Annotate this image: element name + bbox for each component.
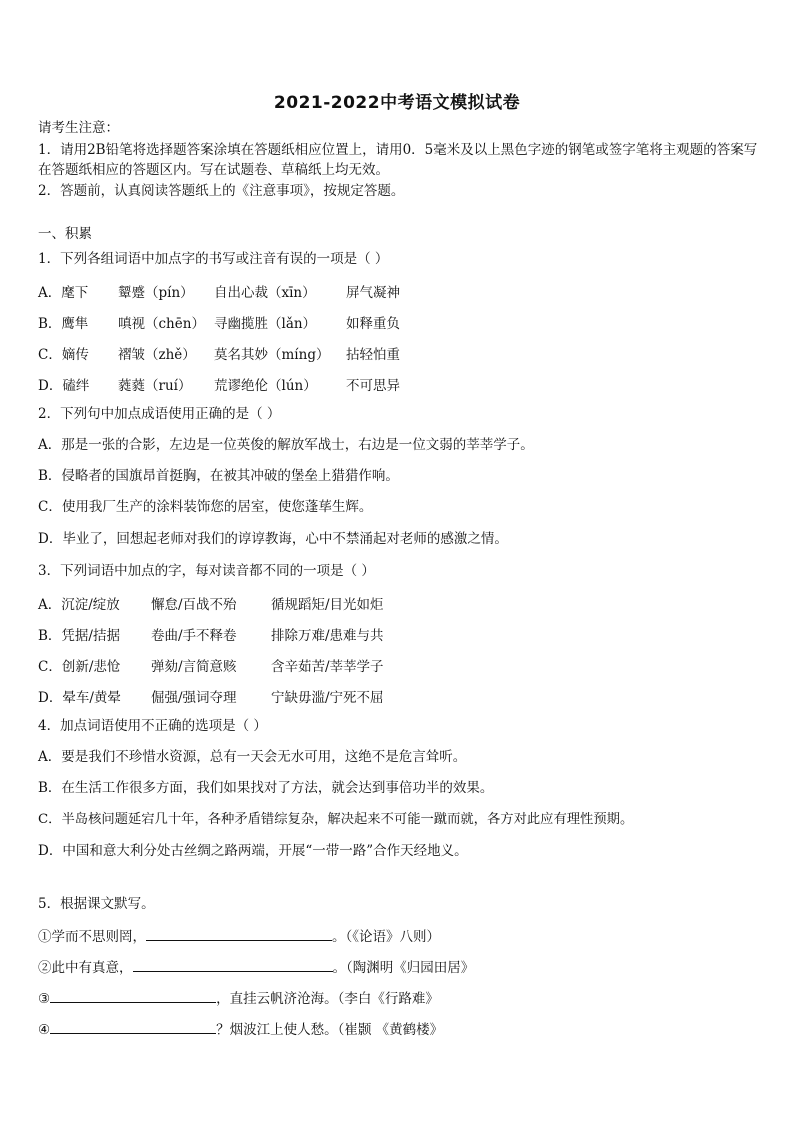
dictation-prefix: ④ bbox=[38, 1022, 51, 1038]
notice-item-2: 2．答题前，认真阅读答题纸上的《注意事项》，按规定答题。 bbox=[38, 183, 405, 199]
option-word: 含辛茹苦/莘莘学子 bbox=[271, 659, 384, 675]
option-word: B．凭据/拮据 bbox=[38, 628, 120, 644]
notice-item-1: 1．请用2B铅笔将选择题答案涂填在答题纸相应位置上，请用0．5毫米及以上黑色字迹的钢笔或签字笔将主观题的答案写在答题纸相应的答题区内。写在试题卷、草稿纸上均无效。 bbox=[38, 142, 758, 178]
option-word: 倔强/强词夺理 bbox=[151, 690, 237, 706]
question-4-option-d: D．中国和意大利分处古丝绸之路两端，开展“一带一路”合作天经地义。 bbox=[38, 843, 468, 859]
answer-blank[interactable] bbox=[50, 988, 216, 1003]
option-word: 屏气凝神 bbox=[346, 285, 400, 301]
question-3-stem: 3．下列词语中加点的字，每对读音都不同的一项是（ ） bbox=[38, 563, 375, 579]
option-word: 弹劾/言简意赅 bbox=[151, 659, 237, 675]
option-word: 拈轻怕重 bbox=[346, 347, 400, 363]
question-1-stem: 1．下列各组词语中加点字的书写或注音有误的一项是（ ） bbox=[38, 251, 389, 267]
option-word: 自出心裁（xīn） bbox=[214, 285, 316, 301]
option-word: D．磕绊 bbox=[38, 378, 90, 394]
option-word: 懈怠/百战不殆 bbox=[151, 597, 237, 613]
option-word: 颦蹙（pín） bbox=[118, 285, 194, 301]
dictation-prefix: ②此中有真意， bbox=[38, 960, 133, 976]
question-4-option-c: C．半岛核问题延宕几十年，各种矛盾错综复杂，解决起来不可能一蹴而就，各方对此应有理性预期。 bbox=[38, 812, 634, 827]
exam-title: 2021-2022中考语文模拟试卷 bbox=[273, 93, 521, 113]
answer-blank[interactable] bbox=[50, 1019, 216, 1034]
option-word: 如释重负 bbox=[346, 316, 400, 332]
notice-heading: 请考生注意： bbox=[38, 120, 119, 136]
dictation-suffix: 。（陶渊明《归园田居》 bbox=[332, 960, 475, 976]
question-2-option-c: C．使用我厂生产的涂料装饰您的居室，使您蓬荜生辉。 bbox=[38, 499, 373, 515]
dictation-line-2 bbox=[38, 957, 768, 978]
option-word: 蕤蕤（ruí） bbox=[118, 378, 192, 394]
option-word: 排除万难/患难与共 bbox=[271, 628, 384, 644]
answer-blank[interactable] bbox=[146, 926, 332, 941]
option-word: 荒谬绝伦（lún） bbox=[214, 378, 317, 394]
option-word: 褶皱（zhě） bbox=[118, 347, 196, 363]
option-word: 宁缺毋滥/宁死不屈 bbox=[271, 690, 384, 706]
question-2-stem: 2．下列句中加点成语使用正确的是（ ） bbox=[38, 406, 281, 422]
option-word: A．沉淀/绽放 bbox=[38, 597, 120, 613]
option-word: 嗔视（chēn） bbox=[118, 316, 205, 332]
dictation-suffix: 。（《论语》八则） bbox=[332, 929, 440, 945]
option-word: 卷曲/手不释卷 bbox=[151, 628, 237, 644]
option-word: 循规蹈矩/目光如炬 bbox=[271, 597, 384, 613]
option-word: 不可思异 bbox=[346, 378, 400, 394]
dictation-suffix: ？烟波江上使人愁。（崔颢 《黄鹤楼》 bbox=[216, 1022, 444, 1038]
dictation-line-4 bbox=[38, 1019, 768, 1040]
dictation-line-1 bbox=[38, 926, 768, 947]
option-word: B．鹰隼 bbox=[38, 316, 89, 332]
question-5-stem: 5．根据课文默写。 bbox=[38, 896, 155, 912]
dictation-suffix: ，直挂云帆济沧海。（李白《行路难》 bbox=[216, 991, 439, 1007]
option-word: 寻幽揽胜（lǎn） bbox=[214, 316, 317, 332]
question-4-stem: 4．加点词语使用不正确的选项是（ ） bbox=[38, 718, 267, 734]
question-2-option-a: A．那是一张的合影，左边是一位英俊的解放军战士，右边是一位文弱的莘莘学子。 bbox=[38, 437, 534, 453]
section-heading: 一、积累 bbox=[38, 226, 92, 242]
question-4-option-b: B．在生活工作很多方面，我们如果找对了方法，就会达到事倍功半的效果。 bbox=[38, 780, 494, 796]
question-2-option-b: B．侵略者的国旗昂首挺胸，在被其冲破的堡垒上猎猎作响。 bbox=[38, 468, 399, 484]
question-2-option-d: D．毕业了，回想起老师对我们的谆谆教诲，心中不禁涌起对老师的感激之情。 bbox=[38, 531, 508, 547]
dictation-prefix: ③ bbox=[38, 991, 51, 1007]
option-word: C．创新/悲怆 bbox=[38, 659, 121, 675]
option-word: A．麾下 bbox=[38, 285, 89, 301]
option-word: C．嫡传 bbox=[38, 347, 89, 363]
answer-blank[interactable] bbox=[133, 957, 333, 972]
question-4-option-a: A．要是我们不珍惜水资源，总有一天会无水可用，这绝不是危言耸听。 bbox=[38, 749, 467, 765]
dictation-line-3 bbox=[38, 988, 768, 1009]
option-word: 莫名其妙（míng） bbox=[214, 347, 330, 363]
dictation-prefix: ①学而不思则罔， bbox=[38, 929, 146, 945]
option-word: D．晕车/黄晕 bbox=[38, 690, 121, 706]
